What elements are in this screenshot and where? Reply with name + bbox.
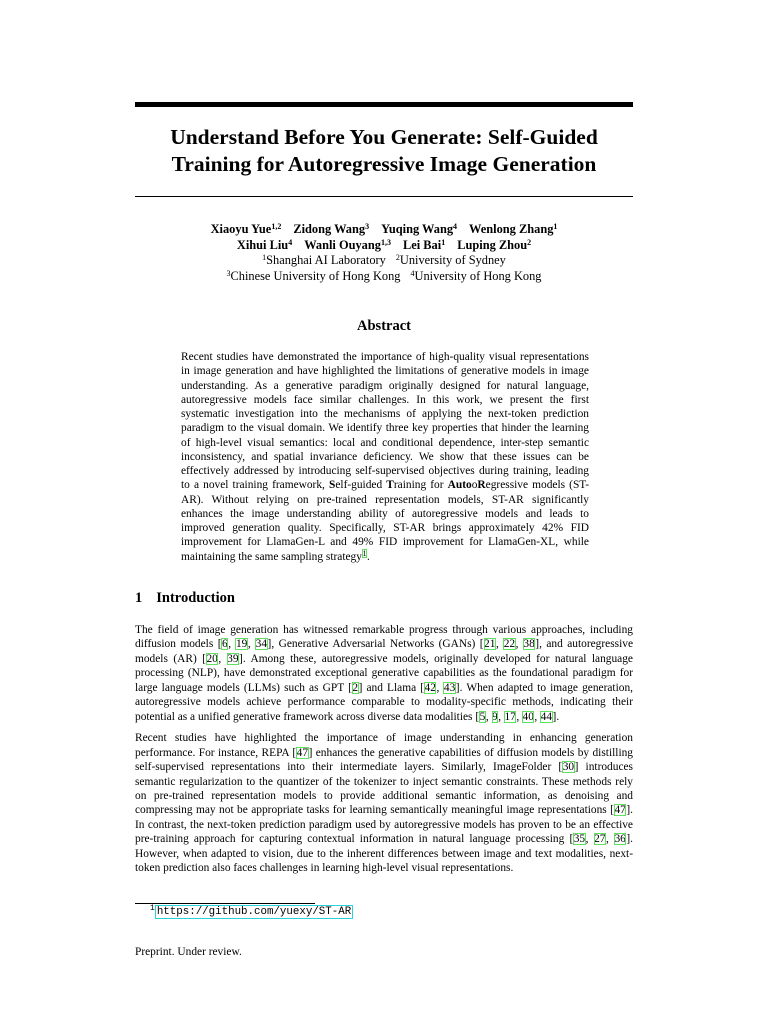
text-run: , and autoregressive models (AR) (135, 638, 634, 665)
preprint-note: Preprint. Under review. (135, 946, 242, 958)
text-run: , Generative Adversarial Networks (GANs) (271, 638, 480, 651)
citation-link[interactable]: 2 (352, 681, 359, 694)
section-number: 1 (135, 590, 143, 606)
abstract-acronym-auto: Auto (447, 479, 472, 492)
citation-link[interactable]: 20 (206, 652, 218, 665)
citation-link[interactable]: 27 (594, 833, 606, 846)
author-affiliation-mark: 3 (365, 222, 370, 231)
introduction-body (135, 623, 633, 883)
author-name: Lei Bai$^1$ (402, 237, 446, 252)
author-affiliation-mark: 4 (288, 237, 293, 247)
abstract-acronym-s: S (329, 479, 336, 492)
citation-link[interactable]: 6 (221, 638, 228, 651)
affiliation: $^2$University of Sydney (395, 253, 506, 267)
author-block (135, 222, 633, 284)
section-title: Introduction (156, 590, 235, 606)
text-run: introduces semantic regularization to the quantizer of the tokenizer to inject semantic constraints. These methods rely on pre-trained representation models to provide additional semantic information, as denoising and compressing may not be appropriate tasks for learning semantically meaningful image representations (135, 761, 633, 817)
paper-title (135, 124, 633, 178)
author-name: Zidong Wang$^3$ (293, 222, 370, 236)
title-top-rule (135, 102, 633, 107)
abstract-body: Recent studies have demonstrated the importance of high-quality visual representations in image generation and have highlighted the limitations of generative models in image understanding. As a generative paradigm originally designed for natural language, autoregressive models face similar challenges. In this work, we present the first systematic investigation into the mechanisms of applying the next-token prediction paradigm to the visual domain. We identify three key properties that hinder the learning of high-level visual semantics: local and conditional dependence, inter-step semantic inconsistency, and spatial invariance deficiency. We show that these issues can be effectively addressed by introducing self-supervised objectives during training, leading to a novel training framework, (181, 351, 589, 492)
citation-link[interactable]: 39 (227, 652, 239, 665)
citation-group: [47] (610, 804, 631, 817)
citation-link[interactable]: 38 (523, 638, 535, 651)
citation-link[interactable]: 5 (479, 710, 486, 723)
abstract-acronym-r: R (477, 479, 486, 492)
author-name: Xihui Liu$^4$ (236, 237, 293, 252)
author-affiliation-mark: 2 (527, 237, 532, 247)
text-run: The field of image generation has witnessed remarkable progress through various approaches, including diffusion models (135, 624, 633, 651)
affiliations-line-1 (135, 253, 633, 269)
author-affiliation-mark: 1,3 (380, 237, 391, 247)
authors-line-1 (135, 222, 633, 238)
citation-link[interactable]: 43 (443, 681, 456, 694)
authors-line-2 (135, 238, 633, 254)
citation-group: [2] (348, 681, 363, 694)
author-name: Yuqing Wang$^4$ (381, 222, 458, 236)
affiliation-mark: 1 (262, 253, 267, 262)
abstract-heading: Abstract (357, 318, 411, 334)
author-name: Wenlong Zhang$^1$ (469, 222, 558, 236)
abstract-acronym-t: T (386, 479, 394, 492)
citation-group: [30] (558, 761, 579, 774)
citation-link[interactable]: 17 (504, 710, 516, 723)
citation-link[interactable]: 35 (573, 833, 586, 846)
title-line-2: Training for Autoregressive Image Generation (171, 152, 597, 176)
footnote-url-link[interactable]: https://github.com/yuexy/ST-AR (156, 906, 352, 918)
abstract-period: . (366, 550, 370, 563)
text-run: . However, when adapted to vision, due to the inherent differences between image and text modalities, next-token prediction also faces challenges in learning high-level visual representations. (135, 833, 633, 875)
affiliations-line-2 (135, 269, 633, 285)
text-run: and Llama (362, 681, 421, 694)
citation-group: [5, 9, 17, 40, 44] (475, 710, 557, 723)
citation-link[interactable]: 42 (424, 681, 436, 694)
text-run: enhances the generative capabilities of diffusion models by distilling self-supervised representations into their intermediate layers. Similarly, ImageFolder (135, 746, 633, 774)
footnote-rule (135, 903, 315, 904)
citation-link[interactable]: 47 (296, 746, 309, 759)
affiliation: $^1$Shanghai AI Laboratory (262, 253, 386, 267)
citation-group: [6, 19, 34] (217, 638, 272, 651)
author-affiliation-mark: 1 (441, 237, 446, 247)
intro-paragraph-2 (135, 731, 633, 876)
author-affiliation-mark: 1,2 (271, 222, 282, 231)
footnote (150, 906, 353, 918)
text-run: . In contrast, the next-token prediction paradigm used by autoregressive models has proven to be an effective pre-training approach for capturing contextual information in natural language processing (135, 804, 633, 846)
citation-link[interactable]: 9 (492, 710, 498, 723)
author-name: Xiaoyu Yue$^{1,2}$ (210, 222, 282, 236)
citation-link[interactable]: 44 (540, 710, 553, 723)
citation-group: [20, 39] (202, 652, 243, 665)
footnote-mark: 1 (150, 904, 155, 913)
abstract-body-4: o (471, 479, 478, 492)
affiliation-mark: 3 (226, 268, 231, 278)
author-affiliation-mark: 1 (553, 222, 558, 231)
citation-link[interactable]: 19 (235, 638, 248, 651)
text-run: . Among these, autoregressive models, originally developed for natural language processing (NLP), have demonstrated exceptional generative capabilities as the foundational paradigm for large language models (LLMs) such as GPT (135, 652, 633, 694)
citation-group: [47] (292, 746, 313, 759)
abstract-body-2: elf-guided (335, 479, 387, 492)
citation-group: [42, 43] (420, 681, 460, 694)
citation-link[interactable]: 21 (484, 638, 496, 651)
text-run: . (556, 710, 560, 723)
text-run: Recent studies have highlighted the importance of image understanding in enhancing generation performance. For instance, REPA (135, 732, 633, 759)
abstract-footnote-link[interactable]: 1 (362, 548, 367, 558)
intro-paragraph-1 (135, 623, 633, 724)
text-run: . When adapted to image generation, autoregressive models achieve performance comparable to modality-specific methods, indicating their potential as a unified generative framework across diverse data modalities (135, 681, 633, 723)
title-line-1: Understand Before You Generate: Self-Guided (170, 125, 598, 149)
citation-link[interactable]: 30 (562, 761, 575, 774)
affiliation: $^3$Chinese University of Hong Kong (226, 268, 401, 283)
citation-group: [35, 27, 36] (569, 833, 631, 846)
citation-link[interactable]: 47 (614, 804, 626, 817)
section-heading-introduction (135, 590, 235, 607)
author-name: Wanli Ouyang$^{1,3}$ (304, 237, 391, 252)
affiliation-mark: 2 (395, 253, 400, 262)
citation-link[interactable]: 40 (522, 710, 534, 723)
citation-link[interactable]: 36 (614, 833, 626, 846)
affiliation-mark: 4 (410, 268, 415, 278)
citation-group: [21, 22, 38] (479, 638, 540, 651)
abstract-text (181, 350, 589, 564)
abstract-body-5: egressive models (ST-AR). Without relying on pre-trained representation models, ST-AR significantly enhances the image understanding ability of autoregressive models and leads to improved generation quality. Specifically, ST-AR brings approximately 42% FID improvement for LlamaGen-L and 49% FID improvement for LlamaGen-XL, while maintaining the same sampling strategy (181, 479, 589, 563)
citation-link[interactable]: 34 (255, 638, 268, 651)
author-name: Luping Zhou$^2$ (457, 237, 532, 252)
abstract-body-3: raining for (393, 479, 448, 492)
citation-link[interactable]: 22 (503, 638, 516, 651)
title-bottom-rule (135, 196, 633, 197)
affiliation: $^4$University of Hong Kong (410, 268, 542, 283)
author-affiliation-mark: 4 (453, 222, 458, 231)
